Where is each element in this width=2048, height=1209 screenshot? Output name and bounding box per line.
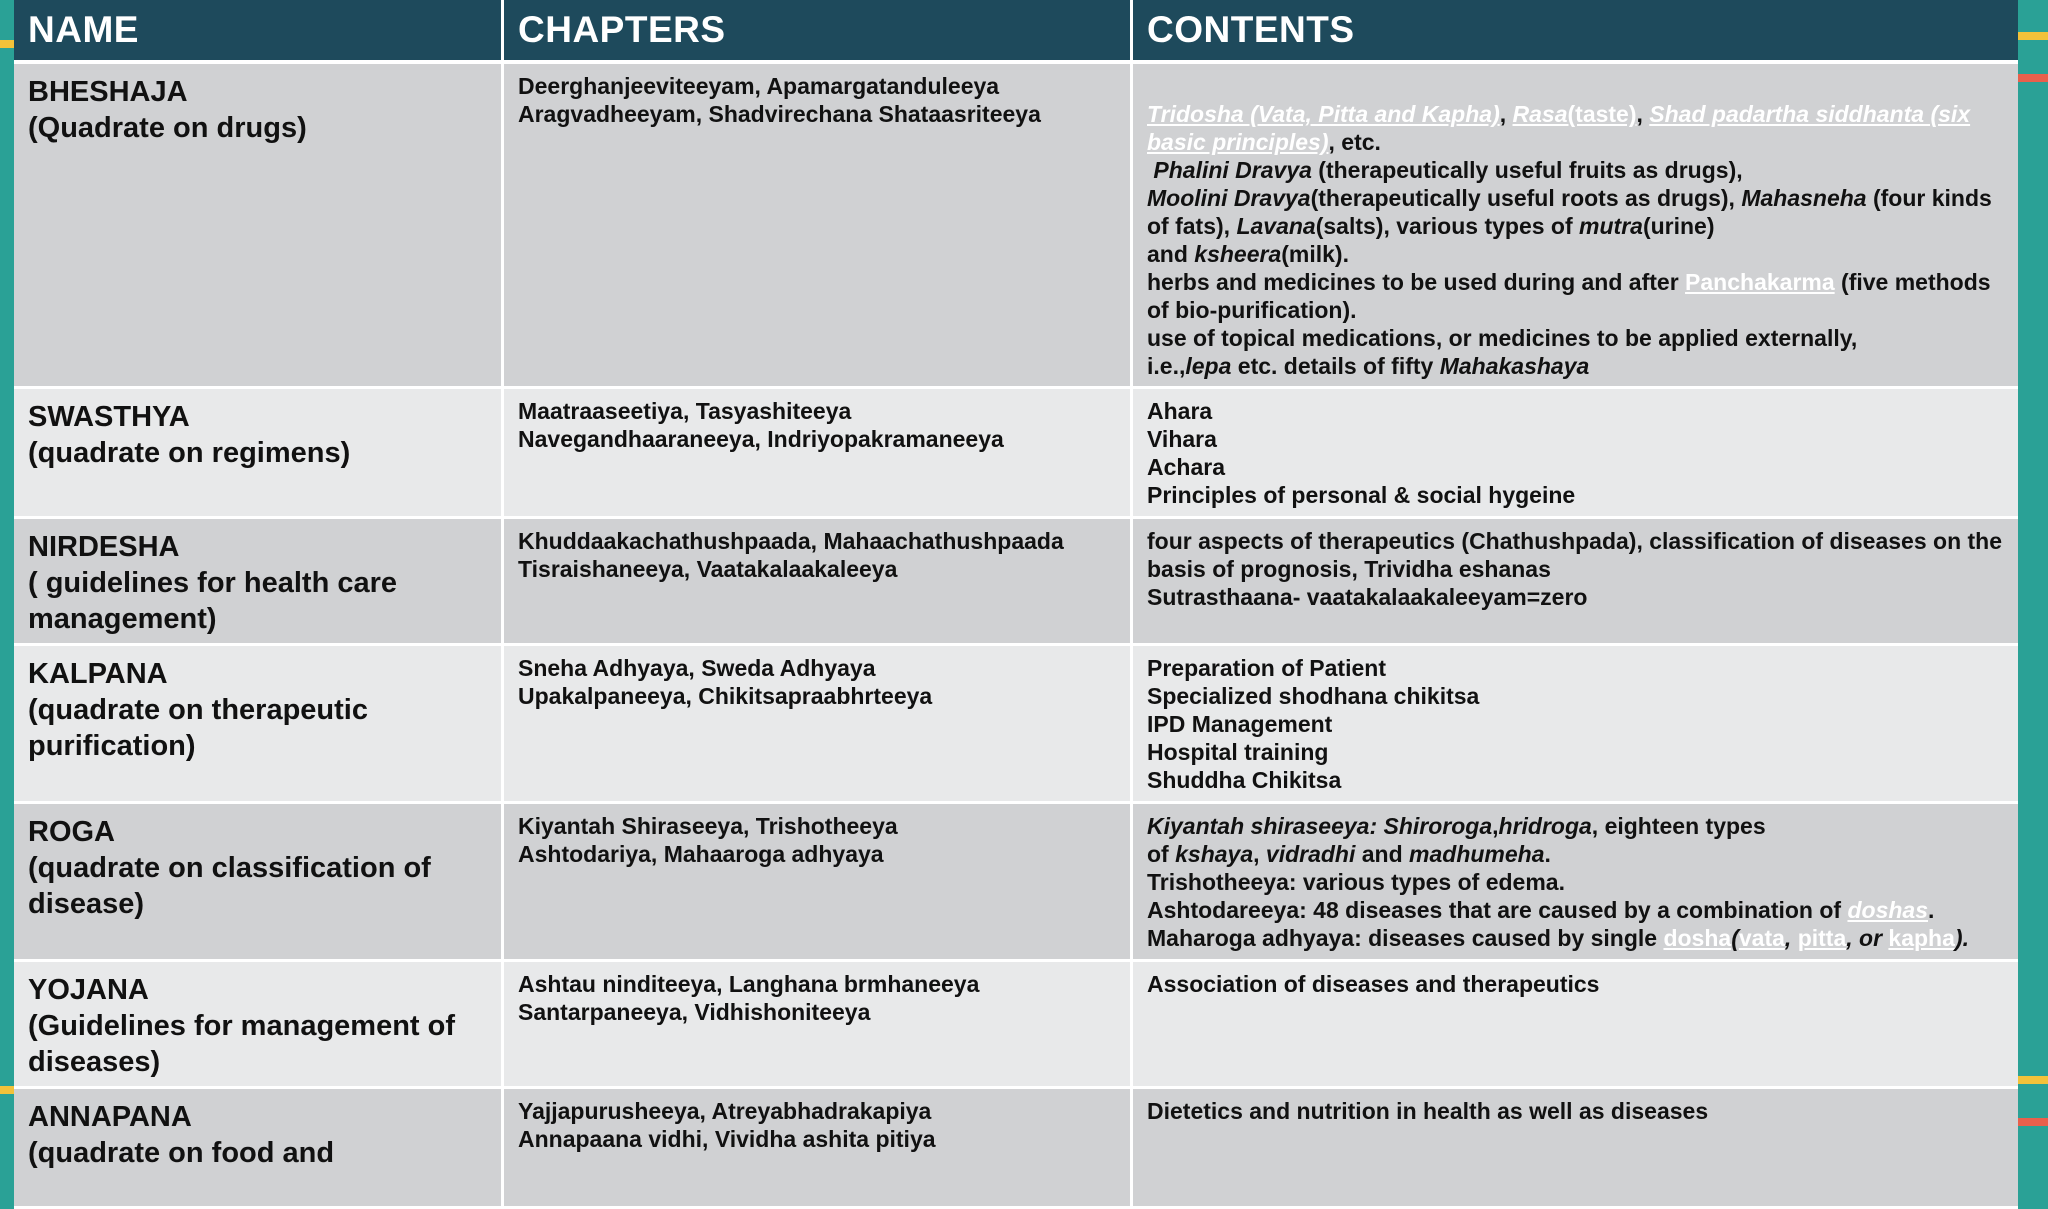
quadrate-subtitle: ( guidelines for health care management) [28, 567, 398, 635]
contents-cell [1133, 64, 2018, 389]
contents-cell [1133, 646, 2018, 804]
name-cell [14, 962, 504, 1089]
contents-cell [1133, 389, 2018, 519]
content-line [1147, 896, 2004, 924]
quadrate-subtitle: (quadrate on therapeutic purification) [28, 694, 368, 762]
term: Lavana [1236, 213, 1316, 239]
table-row [14, 804, 2018, 962]
header-chapters: CHAPTERS [504, 0, 1133, 64]
quadrate-name: BHESHAJA [28, 76, 188, 108]
term: hridroga [1498, 813, 1592, 839]
text: (urine) [1642, 213, 1715, 239]
header-name: NAME [14, 0, 504, 64]
content-line: Preparation of Patient [1147, 655, 1386, 681]
text: . [1928, 897, 1935, 923]
link-tridosha[interactable]: Tridosha (Vata, Pitta and Kapha) [1147, 101, 1500, 127]
contents-cell [1133, 962, 2018, 1089]
chapter-line: Kiyantah Shiraseeya, Trishotheeya [518, 813, 898, 839]
content-line: Ahara [1147, 398, 1213, 424]
link-rasa-suffix[interactable]: (taste) [1567, 101, 1637, 127]
text: (therapeutically useful fruits as drugs), [1311, 157, 1743, 183]
frame-accent [2018, 1118, 2048, 1126]
text: Ashtodareeya: 48 diseases that are caused by a combination of [1147, 897, 1848, 923]
chapters-cell [504, 646, 1133, 804]
left-frame [0, 0, 14, 1152]
text: (salts), various types of [1315, 213, 1580, 239]
text: (four kinds of fats), [1147, 185, 1992, 239]
chapter-line: Annapaana vidhi, Vividha ashita pitiya [518, 1126, 936, 1152]
chapter-line: Khuddaakachathushpaada, Mahaachathushpaada [518, 528, 1064, 554]
chapters-cell [504, 519, 1133, 646]
chapters-cell [504, 1089, 1133, 1209]
link-panchakarma[interactable]: Panchakarma [1685, 269, 1835, 295]
text: , [1492, 813, 1499, 839]
name-cell [14, 519, 504, 646]
content-line: IPD Management [1147, 711, 1333, 737]
link-doshas[interactable]: doshas [1847, 897, 1928, 923]
content-line: Trishotheeya: various types of edema. [1147, 869, 1565, 895]
content-line: Principles of personal & social hygeine [1147, 482, 1576, 508]
link-rasa[interactable]: Rasa [1512, 101, 1568, 127]
content-line: Dietetics and nutrition in health as well as diseases [1147, 1098, 1709, 1124]
text: , [1499, 101, 1513, 127]
text: . [1544, 841, 1551, 867]
text: and [1147, 241, 1195, 267]
table-row [14, 64, 2018, 389]
link-pitta[interactable]: pitta [1797, 925, 1847, 951]
content-line: use of topical medications, or medicines to be applied externally, [1147, 325, 1858, 351]
text: , eighteen types [1591, 813, 1766, 839]
content-line: Association of diseases and therapeutics [1147, 971, 1600, 997]
header-contents: CONTENTS [1133, 0, 2018, 64]
text: of [1147, 841, 1176, 867]
term: kshaya [1175, 841, 1254, 867]
chapter-line: Navegandhaaraneeya, Indriyopakramaneeya [518, 426, 1004, 452]
content-line [1147, 240, 2004, 268]
chapter-line: Yajjapurusheeya, Atreyabhadrakapiya [518, 1098, 932, 1124]
quadrate-name: ROGA [28, 816, 115, 848]
chapters-cell [504, 804, 1133, 962]
content-line [1147, 268, 2004, 324]
content-line [1147, 156, 2004, 184]
name-cell [14, 646, 504, 804]
text: (therapeutically useful roots as drugs), [1310, 185, 1742, 211]
term: Mahakashaya [1439, 353, 1590, 379]
frame-accent [0, 40, 14, 48]
quadrate-name: NIRDESHA [28, 531, 180, 563]
term: Kiyantah shiraseeya: Shiroroga [1147, 813, 1493, 839]
content-line [1147, 812, 2004, 840]
quadrate-subtitle: (quadrate on classification of disease) [28, 852, 431, 920]
quadrates-table [14, 0, 2018, 1209]
chapters-cell [504, 962, 1133, 1089]
quadrate-subtitle: (Guidelines for management of diseases) [28, 1010, 455, 1078]
quadrate-subtitle: (quadrate on regimens) [28, 437, 351, 469]
content-line [1147, 924, 2004, 952]
quadrate-subtitle: (Quadrate on drugs) [28, 112, 307, 144]
name-cell [14, 64, 504, 389]
name-cell [14, 1089, 504, 1209]
term: Moolini Dravya [1147, 185, 1311, 211]
content-line: Hospital training [1147, 739, 1329, 765]
text: , or [1846, 925, 1889, 951]
text: , [1253, 841, 1266, 867]
term: ksheera [1194, 241, 1282, 267]
chapters-cell [504, 389, 1133, 519]
table-row [14, 389, 2018, 519]
right-frame [2018, 0, 2048, 1152]
link-vata[interactable]: vata [1738, 925, 1785, 951]
content-line: Achara [1147, 454, 1225, 480]
frame-accent [2018, 1076, 2048, 1084]
content-line: Vihara [1147, 426, 1217, 452]
chapter-line: Aragvadheeyam, Shadvirechana Shataasriteeya [518, 101, 1041, 127]
link-dosha[interactable]: dosha [1663, 925, 1732, 951]
frame-accent [0, 1086, 14, 1094]
frame-accent [2018, 74, 2048, 82]
link-shad-padartha[interactable]: Shad padartha siddhanta (six basic principles) [1147, 101, 1971, 155]
content-line: Specialized shodhana chikitsa [1147, 683, 1480, 709]
table-row [14, 646, 2018, 804]
chapter-line: Ashtau ninditeeya, Langhana brmhaneeya [518, 971, 980, 997]
text: , [1636, 101, 1650, 127]
quadrate-name: ANNAPANA [28, 1101, 192, 1133]
text: ( [1731, 925, 1739, 951]
quadrate-name: SWASTHYA [28, 401, 190, 433]
text: etc. details of fifty [1231, 353, 1440, 379]
content-line [1147, 100, 2004, 156]
term: madhumeha [1409, 841, 1545, 867]
quadrate-subtitle: (quadrate on food and [28, 1137, 335, 1169]
term: lepa [1185, 353, 1232, 379]
text: Maharoga adhyaya: diseases caused by single [1147, 925, 1664, 951]
link-kapha[interactable]: kapha [1888, 925, 1955, 951]
header-row [14, 0, 2018, 64]
chapter-line: Sneha Adhyaya, Sweda Adhyaya [518, 655, 876, 681]
content-line: four aspects of therapeutics (Chathushpada), classification of diseases on the basis of prognosis, Trividha eshanas [1147, 528, 2003, 582]
text: and [1355, 841, 1410, 867]
frame-accent [2018, 32, 2048, 40]
name-cell [14, 804, 504, 962]
term: Phalini Dravya [1153, 157, 1312, 183]
content-line: Shuddha Chikitsa [1147, 767, 1342, 793]
contents-cell [1133, 804, 2018, 962]
name-cell [14, 389, 504, 519]
text: (five methods of bio-purification). [1147, 269, 1991, 323]
chapters-cell [504, 64, 1133, 389]
term: mutra [1579, 213, 1643, 239]
content-line [1147, 184, 2004, 240]
text: herbs and medicines to be used during and after [1147, 269, 1686, 295]
chapter-line: Santarpaneeya, Vidhishoniteeya [518, 999, 871, 1025]
content-line [1147, 840, 2004, 868]
chapter-line: Tisraishaneeya, Vaatakalaakaleeya [518, 556, 898, 582]
table-row [14, 519, 2018, 646]
contents-cell [1133, 519, 2018, 646]
text: , [1784, 925, 1798, 951]
content-line: Sutrasthaana- vaatakalaakaleeyam=zero [1147, 584, 1588, 610]
chapter-line: Ashtodariya, Mahaaroga adhyaya [518, 841, 884, 867]
text: i.e., [1147, 353, 1186, 379]
content-line [1147, 352, 2004, 380]
text: (milk). [1281, 241, 1349, 267]
text: , etc. [1328, 129, 1381, 155]
table-row [14, 1089, 2018, 1209]
quadrate-name: YOJANA [28, 974, 149, 1006]
chapter-line: Deerghanjeeviteeyam, Apamargatanduleeya [518, 73, 1000, 99]
quadrate-name: KALPANA [28, 658, 168, 690]
contents-cell [1133, 1089, 2018, 1209]
term: Mahasneha [1741, 185, 1867, 211]
text: ). [1954, 925, 1969, 951]
slide [14, 0, 2018, 1169]
term: vidradhi [1265, 841, 1356, 867]
chapter-line: Upakalpaneeya, Chikitsapraabhrteeya [518, 683, 933, 709]
table-row [14, 962, 2018, 1089]
chapter-line: Maatraaseetiya, Tasyashiteeya [518, 398, 852, 424]
